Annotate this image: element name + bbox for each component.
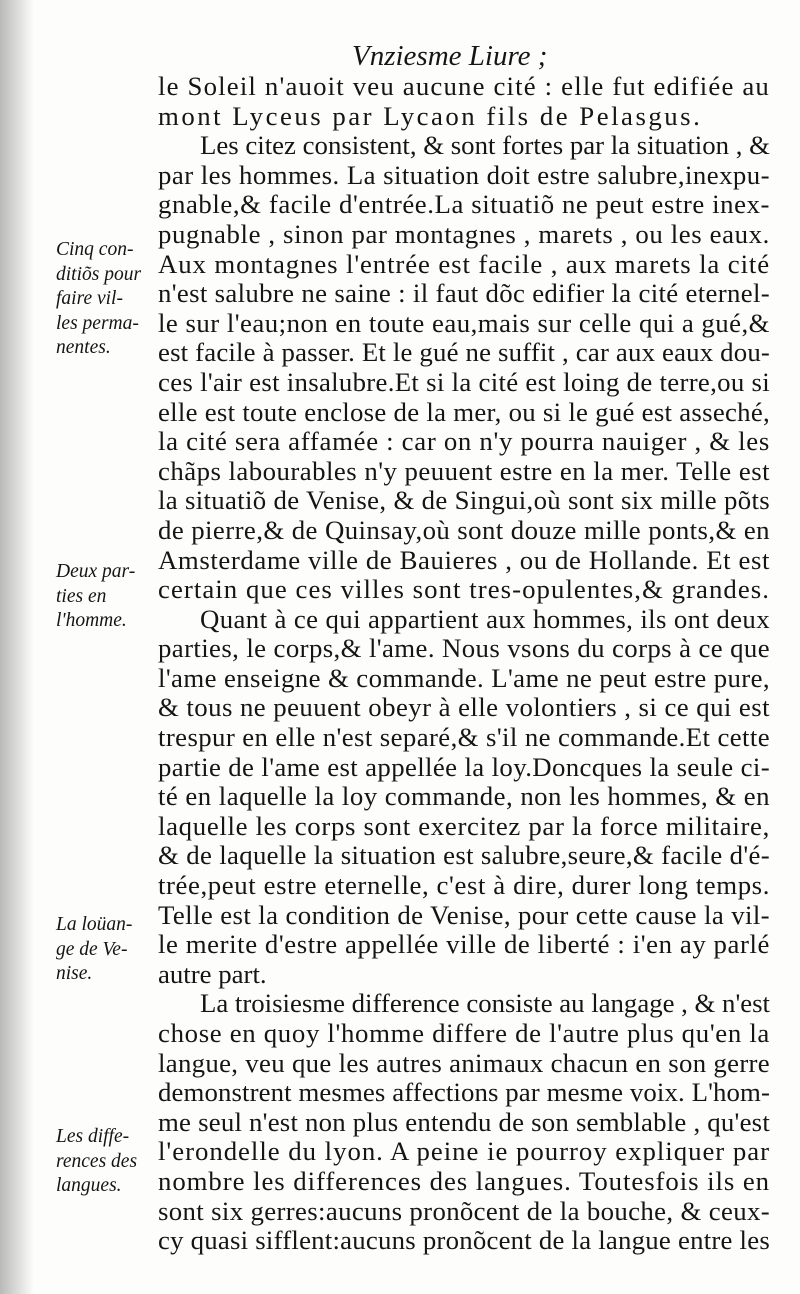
text-line: trespur en elle n'est separé,& s'il ne commande.Et cette [158,723,770,753]
text-line: demonstrent mesmes affections par mesme voix. L'hom- [158,1078,770,1108]
text-line: de pierre,& de Quinsay,où sont douze mille ponts,& en [158,515,770,545]
margin-note-line: l'homme. [56,610,127,631]
text-line: la cité sera affamée : car on n'y pourra nauiger , & les [158,427,770,457]
margin-note-louange-venise [56,913,160,987]
text-line: le sur l'eau;non en toute eau,mais sur celle qui a gué,& [158,308,770,338]
margin-note-line: Les diffe- [56,1126,130,1147]
text-line: & tous ne peuuent obeyr à elle volontiers , si ce qui est [158,693,770,723]
text-line: langue, veu que les autres animaux chacun en son gerre [158,1048,770,1078]
text-line: autre part. [158,959,267,989]
text-line: Quant à ce qui appartient aux hommes, ils ont deux [200,604,770,634]
text-line: n'est salubre ne saine : il faut dõc edifier la cité eternel- [158,279,770,309]
text-line: Amsterdame ville de Bauieres , ou de Hollande. Et est [158,545,770,575]
text-line: Les citez consistent, & sont fortes par la situation , & [200,131,770,161]
text-line: me seul n'est non plus entendu de son semblable , qu'est [158,1107,770,1137]
text-line: ces l'air est insalubre.Et si la cité est loing de terre,ou si [158,367,770,397]
text-line: pugnable , sinon par montagnes , marets , ou les eaux. [158,219,770,249]
text-line: cy quasi sifflent:aucuns pronõcent de la langue entre les [158,1226,770,1256]
text-line: trée,peut estre eternelle, c'est à dire, durer long temps. [158,871,770,901]
page-gutter-shadow [0,0,34,1294]
text-line: l'erondelle du lyon. A peine ie pourroy expliquer par [158,1137,770,1167]
margin-note-line: langues. [56,1175,122,1196]
margin-note-line: Cinq con- [56,239,134,260]
margin-note-line: les perma- [56,312,139,334]
margin-note-cinq-conditions [56,238,160,361]
text-line: Telle est la condition de Venise, pour cette cause la vil- [158,900,770,930]
margin-note-deux-parties [56,560,160,634]
text-line: laquelle les corps sont exercitez par la force militaire, [158,811,770,841]
margin-note-line: Deux par- [56,561,136,582]
text-line: partie de l'ame est appellée la loy.Doncques la seule ci- [158,752,770,782]
margin-note-line: nentes. [56,337,111,358]
margin-note-line: ge de Ve- [56,938,128,960]
text-line: elle est toute enclose de la mer, ou si le gué est asseché, [158,397,770,427]
text-line: par les hommes. La situation doit estre salubre,inexpu- [158,160,770,190]
margin-note-line: nise. [56,963,93,984]
text-line: & de laquelle la situation est salubre,seure,& facile d'é- [158,841,770,871]
text-line: la situatiõ de Venise, & de Singui,où sont six mille põts [158,486,770,516]
margin-note-line: ditiõs pour [56,263,142,285]
text-line: té en laquelle la loy commande, non les hommes, & en [158,782,770,812]
text-line: certain que ces villes sont tres-opulentes,& grandes. [158,575,770,605]
margin-note-line: rences des [56,1150,138,1172]
margin-note-line: La loüan- [56,914,133,935]
text-line: est facile à passer. Et le gué ne suffit , car aux eaux dou- [158,338,770,368]
text-line: La troisiesme difference consiste au langage , & n'est [200,989,770,1019]
margin-note-differences-langues [56,1125,160,1199]
body-text [158,72,770,1256]
margin-note-line: ties en [56,585,107,607]
margin-note-line: faire vil- [56,288,123,309]
text-line: le merite d'estre appellée ville de liberté : i'en ay parlé [158,930,770,960]
text-line: parties, le corps,& l'ame. Nous vsons du corps à ce que [158,634,770,664]
text-line: chose en quoy l'homme differe de l'autre plus qu'en la [158,1019,770,1048]
text-line: gnable,& facile d'entrée.La situatiõ ne peut estre inex- [158,190,770,220]
text-line: Aux montagnes l'entrée est facile , aux marets la cité [158,249,770,279]
text-line: nombre les differences des langues. Toutesfois ils en [158,1166,770,1196]
text-line: chãps labourables n'y peuuent estre en la mer. Telle est [158,456,770,486]
running-header: Vnziesme Liure ; [352,40,548,72]
text-line: l'ame enseigne & commande. L'ame ne peut estre pure, [158,663,770,693]
text-line: sont six gerres:aucuns pronõcent de la bouche, & ceux- [158,1196,770,1226]
text-line: mont Lyceus par Lycaon fils de Pelasgus. [158,101,703,131]
text-line: le Soleil n'auoit veu aucune cité : elle fut edifiée au [158,72,770,101]
